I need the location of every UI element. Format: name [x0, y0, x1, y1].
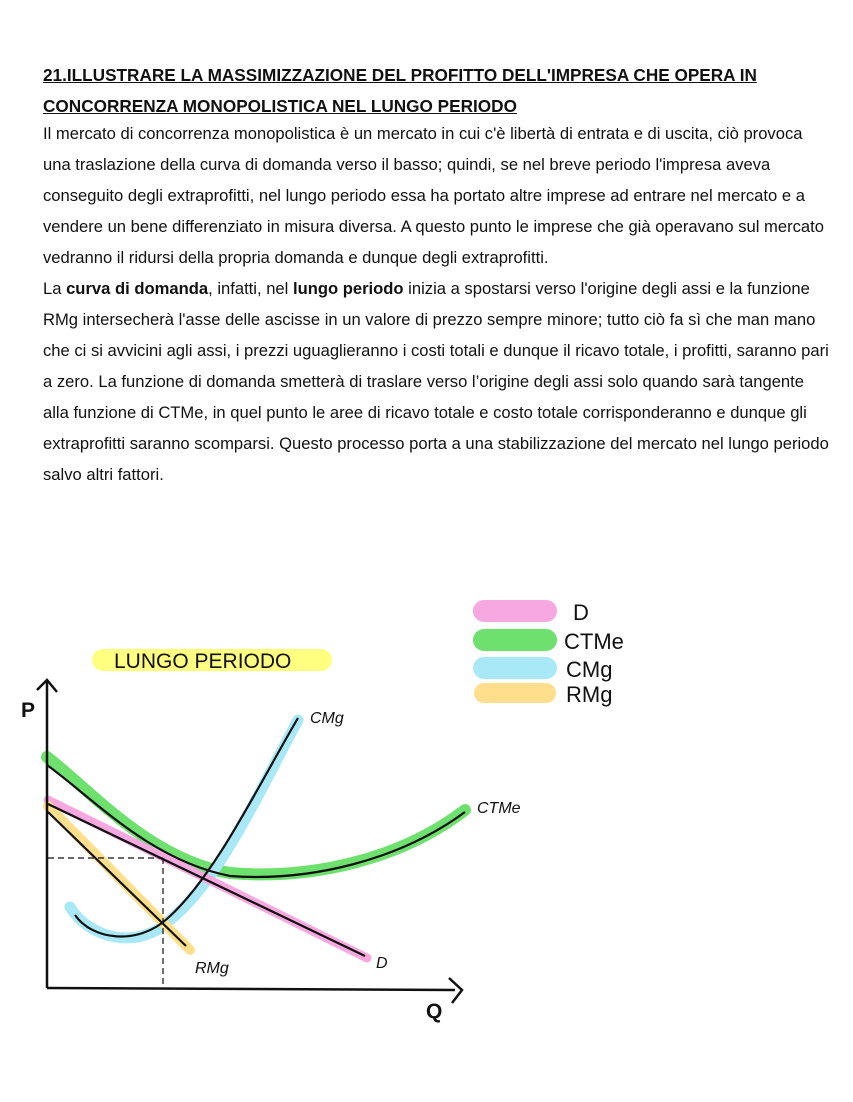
- body-text: [43, 118, 833, 490]
- x-axis-label: Q: [426, 1000, 443, 1023]
- d-label: D: [376, 955, 388, 972]
- heading-number: 21.: [43, 65, 67, 85]
- rmg-label: RMg: [195, 960, 229, 977]
- legend: [484, 600, 624, 707]
- p2-bold-2: lungo periodo: [292, 279, 404, 298]
- ctme-curve: [47, 765, 465, 877]
- p2-text-3: inizia a spostarsi verso l'origine degli assi e la funzione RMg intersecherà l'asse delle ascisse in un valore di prezzo sempre minore; tutto ciò fa sì che man mano che ci si avvicini agli assi, i prezzi uguaglieranno i costi totali e dunque il ricavo totale, i profitti, saranno pari a zero. La funzione di domanda smetterà di traslare verso l’origine degli assi solo quando sarà tangente alla funzione di CTMe, in quel punto le aree di ricavo totale e costo totale corrisponderanno e dunque gli extraprofitti saranno scomparsi. Questo processo porta a una stabilizzazione del mercato nel lungo periodo salvo altri fattori.: [43, 279, 829, 484]
- cmg-label: CMg: [310, 710, 344, 727]
- section-heading: [43, 60, 823, 122]
- legend-label-d: D: [573, 600, 589, 625]
- p2-text-1: La: [43, 279, 67, 298]
- legend-label-ctme: CTMe: [564, 629, 624, 654]
- p2-bold-1: curva di domanda: [66, 279, 209, 298]
- paragraph-1: Il mercato di concorrenza monopolistica è un mercato in cui c'è libertà di entrata e di uscita, ciò provoca una traslazione della curva di domanda verso il basso; quindi, se nel breve periodo l'impresa aveva conseguito degli extraprofitti, nel lungo periodo essa ha portato altre imprese ad entrare nel mercato e a vendere un bene differenziato in misura diversa. A questo punto le imprese che già operavano sul mercato vedranno il ridursi della propria domanda e dunque degli extraprofitti.: [43, 124, 824, 267]
- heading-title: ILLUSTRARE LA MASSIMIZZAZIONE DEL PROFITTO DELL'IMPRESA CHE OPERA IN CONCORRENZA MONOPOLISTICA NEL LUNGO PERIODO: [43, 65, 757, 116]
- x-axis: [47, 988, 455, 990]
- ctme-label: CTMe: [477, 800, 521, 817]
- paragraph-2: [43, 273, 833, 490]
- long-run-diagram: [0, 585, 853, 1065]
- legend-label-cmg: CMg: [566, 657, 613, 682]
- diagram-title: LUNGO PERIODO: [114, 650, 292, 673]
- legend-label-rmg: RMg: [566, 682, 613, 707]
- p2-text-2: , infatti, nel: [208, 279, 293, 298]
- y-axis-label: P: [21, 699, 36, 722]
